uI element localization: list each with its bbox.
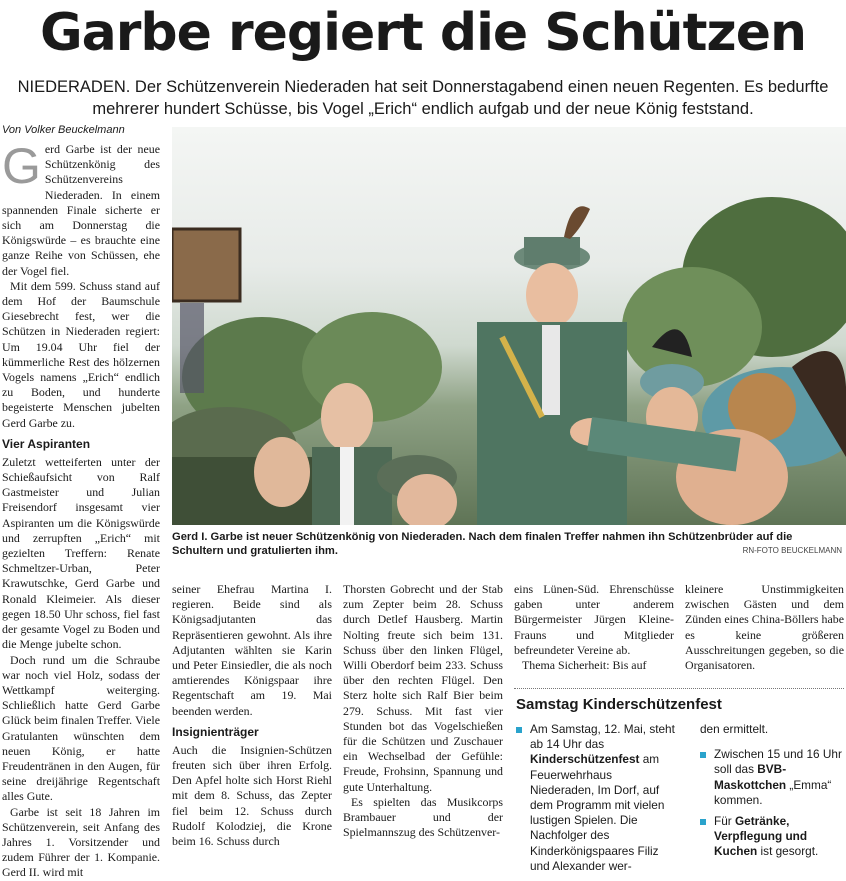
subheading-aspiranten: Vier Aspiranten xyxy=(2,436,91,451)
box-column-left xyxy=(516,722,676,880)
photo-caption: Gerd I. Garbe ist neuer Schützenkönig von Niederaden. Nach dem finalen Treffer nahmen ihn Schützenbrüder auf die Schultern und gratulierten ihm. xyxy=(172,531,793,557)
box-divider xyxy=(514,688,844,689)
article-paragraph: Thema Sicherheit: Bis auf xyxy=(522,658,647,673)
article-column-2 xyxy=(172,582,332,849)
news-photo xyxy=(172,127,846,525)
subheading-insignientraeger: Insignienträger xyxy=(172,724,259,739)
byline: Von Volker Beuckelmann xyxy=(2,124,125,136)
article-paragraph: kleinere Unstimmigkeiten zwischen Gästen und dem Zünden eines China-Böllers habe es keine größeren Ausschreitungen gegeben, so die Organisatoren. xyxy=(685,582,844,673)
box-list-item: Für Getränke, Verpflegung und Kuchen ist gesorgt. xyxy=(700,814,844,860)
article-paragraph: Thorsten Gobrecht und der Stab zum Zepter beim 28. Schuss durch Detlef Hausberg. Martin Nolting freute sich beim 131. Schuss über den linken Flügel, Willi Oberdorf beim 233. Schuss über den rechten Flügel. Den Sterz holte sich Ralf Bier beim 279. Schuss. Mit fast vier Stunden bot das Vogelschießen für die Schützen und Zuschauer ein Wechselbad der Gefühle: Freude, Frohsinn, Spannung und gute Unterhaltung. xyxy=(343,582,503,794)
article-paragraph: Doch rund um die Schraube war noch viel Holz, sodass der Wettkampf weiterging. Schließlich hatte Gerd Garbe Glück beim finalen Treffer. Viele Gratulanten wünschten dem neuen König, er hatte Freudentränen in den Augen, für seine dreijährige Regentschaft alles Gute. xyxy=(2,652,160,804)
photo-credit: RN-FOTO BEUCKELMANN xyxy=(742,546,842,555)
article-paragraph: Garbe ist seit 18 Jahren im Schützenverein, seit Anfang des Jahres 1. Vorsitzender und zudem Führer der 1. Kompanie. Gerd II. wird mit xyxy=(2,804,160,880)
box-list-item: Zwischen 15 und 16 Uhr soll das BVB-Maskottchen „Emma“ kommen. xyxy=(700,747,844,808)
box-title: Samstag Kinderschützenfest xyxy=(516,696,722,713)
article-column-4 xyxy=(514,582,674,673)
photo-illustration xyxy=(172,127,846,525)
article-column-5 xyxy=(685,582,844,673)
article-paragraph: Mit dem 599. Schuss stand auf dem Hof der Baumschule Giesebrecht fest, wer die Schützen in Niederaden regiert: Um 19.04 Uhr fiel der kümmerliche Rest des hölzernen Vogels namens „Erich“ endlich zu Boden, und hunderte begeisterte Menschen jubelten Gerd Garbe zu. xyxy=(2,278,160,430)
box-column-right xyxy=(700,722,844,866)
drop-cap: G xyxy=(2,138,41,194)
bullet-icon xyxy=(700,819,706,825)
article-paragraph: Auch die Insignien-Schützen freuten sich über ihren Erfolg. Den Apfel holte sich Horst Riehl mit dem 8. Schuss, das Zepter fiel beim 12. Schuss durch Rudolf Kolodziej, die Krone beim 16. Schuss durch xyxy=(172,742,332,849)
article-paragraph: seiner Ehefrau Martina I. regieren. Beide sind als Königsadjutanten das Repräsentieren gewohnt. Als ihre Adjutanten wählten sie Karin und Peter Einsiedler, die als noch amtierendes Königspaar ihre Regentschaft am 19. Mai beenden werden. xyxy=(172,582,332,718)
article-column-3 xyxy=(343,582,503,840)
article-paragraph: Gerd Garbe ist der neue Schützenkönig des Schützenvereins Niederaden. In einem spannenden Finale sicherte er sich am Donnerstag die Königswürde – es brauchte eine ganze Reihe von Schüssen, ehe der Vogel fiel. xyxy=(2,138,160,278)
box-continuation: den ermittelt. xyxy=(700,722,769,736)
bullet-icon xyxy=(700,752,706,758)
article-column-1 xyxy=(2,138,160,881)
box-list-item: Am Samstag, 12. Mai, steht ab 14 Uhr das Kinderschützenfest am Feuerwehrhaus Niederaden, Im Dorf, auf dem Programm mit vielen lustigen Spielen. Die Nachfolger des Kinderkönigspaares Filiz und Alexander wer- xyxy=(516,722,676,874)
article-paragraph: Zuletzt wetteiferten unter der Schießaufsicht von Ralf Gastmeister und Julian Freisendorf insgesamt vier Aspiranten um die Königswürde und zerrupften „Erich“ mit gezielten Treffern: Renate Schmeltzer-Urban, Peter Krawutschke, Gerd Garbe und Ronald Kleimeier. Als dieser gegen 18.50 Uhr schoss, fiel fast der gesamte Vogel zu Boden und die Menge jubelte schon. xyxy=(2,454,160,652)
article-paragraph: eins Lünen-Süd. Ehrenschüsse gaben unter anderem Bürgermeister Jürgen Kleine-Frauns und Mitglieder befreundeter Vereine ab. xyxy=(514,582,674,657)
article-paragraph: Es spielten das Musikcorps Brambauer und der Spielmannszug des Schützenver- xyxy=(343,794,503,840)
lead-paragraph: NIEDERADEN. Der Schützenverein Niederaden hat seit Donnerstagabend einen neuen Regenten. Es bedurfte mehrerer hundert Schüsse, bis Vogel „Erich“ endlich aufgab und der neue König feststand. xyxy=(17,78,829,118)
headline: Garbe regiert die Schützen xyxy=(40,3,806,63)
bullet-icon xyxy=(516,727,522,733)
